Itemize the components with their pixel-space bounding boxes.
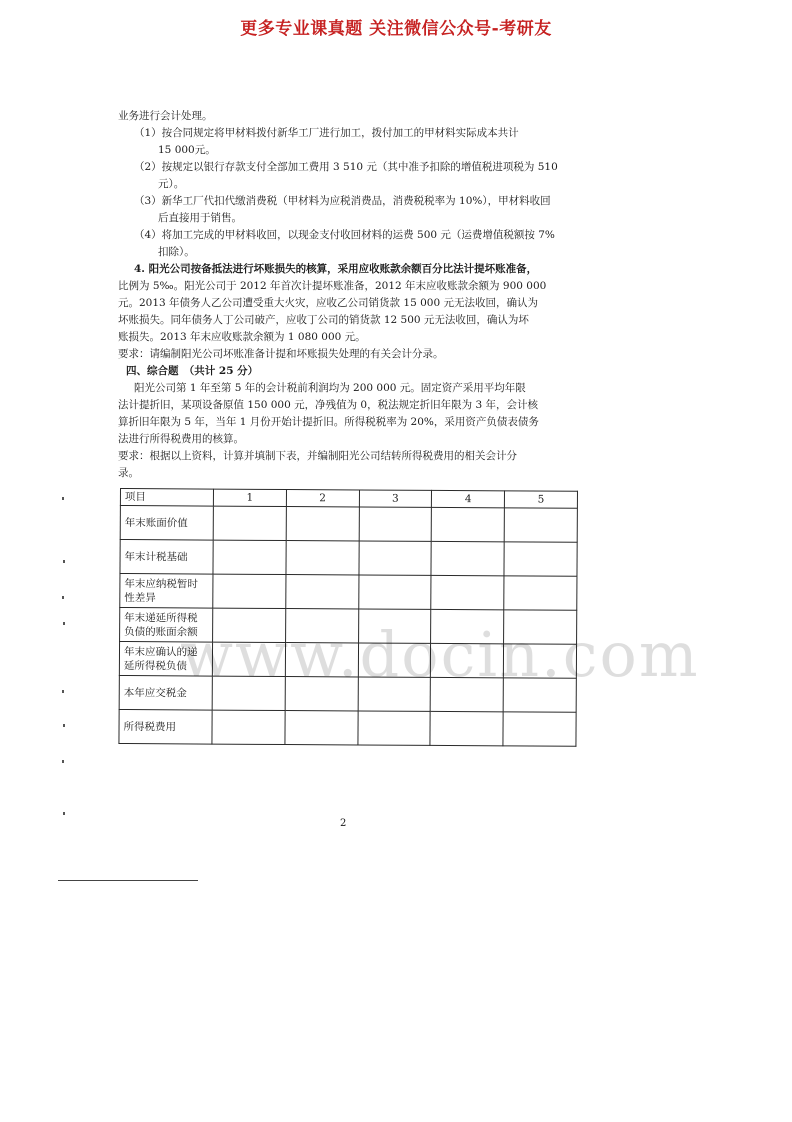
- text-line: 扣除）。: [158, 246, 195, 258]
- text-line: 要求：请编制阳光公司坏账准备计提和坏账损失处理的有关会计分录。: [118, 348, 444, 360]
- text-line: 法进行所得税费用的核算。: [118, 433, 244, 445]
- scan-speck: [62, 596, 64, 599]
- table-cell: [286, 507, 359, 541]
- promo-banner: 更多专业课真题 关注微信公众号-考研友: [240, 19, 552, 39]
- table-cell: [212, 710, 285, 744]
- column-header: 2: [286, 490, 359, 507]
- table-cell: [431, 575, 504, 609]
- text-line: 15 000元。: [158, 144, 216, 156]
- text-line: 录。: [118, 467, 139, 479]
- scan-speck: [63, 622, 65, 625]
- scan-speck: [62, 497, 64, 500]
- table-cell: [432, 507, 505, 541]
- text-line: （3）新华工厂代扣代缴消费税（甲材料为应税消费品，消费税税率为 10%），甲材料收回: [134, 195, 551, 207]
- table-row: [119, 709, 576, 746]
- table-cell: [503, 712, 576, 746]
- text-line: （1）按合同规定将甲材料拨付新华工厂进行加工，拨付加工的甲材料实际成本共计: [134, 127, 519, 139]
- text-line: 元。2013 年债务人乙公司遭受重大火灾，应收乙公司销货款 15 000 元无法收回，确认为: [118, 297, 538, 309]
- text-line: 坏账损失。同年债务人丁公司破产，应收丁公司的销货款 12 500 元无法收回，确认为坏: [118, 314, 529, 326]
- table-cell: [213, 506, 286, 540]
- table-cell: [213, 540, 286, 574]
- row-label: 年末账面价值: [120, 506, 213, 541]
- text-line: 法计提折旧，某项设备原值 150 000 元，净残值为 0，税法规定折旧年限为 3 年，会计核: [118, 399, 538, 411]
- row-label: 年末应纳税暂时 性差异: [120, 574, 213, 609]
- scan-speck: [63, 724, 65, 727]
- row-label: 年末递延所得税 负债的账面余额: [120, 608, 213, 643]
- table-cell: [504, 508, 577, 542]
- text-line: （4）将加工完成的甲材料收回，以现金支付收回材料的运费 500 元（运费增值税额按 7%: [134, 229, 555, 241]
- table-cell: [430, 711, 503, 745]
- scanned-page-text: [118, 108, 588, 482]
- text-line: 要求：根据以上资料，计算并填制下表，并编制阳光公司结转所得税费用的相关会计分: [118, 450, 517, 462]
- table-cell: [504, 576, 577, 610]
- table-cell: [358, 711, 431, 745]
- table-cell: [286, 541, 359, 575]
- row-label: 所得税费用: [119, 709, 212, 744]
- table-row: [120, 574, 577, 611]
- table-row: [120, 540, 577, 577]
- scan-speck: [63, 812, 65, 815]
- column-header: 4: [432, 490, 505, 507]
- scan-speck: [62, 690, 64, 693]
- text-line: 比例为 5‰。阳光公司于 2012 年首次计提坏账准备，2012 年末应收账款余额为 900 000: [118, 280, 547, 292]
- section-heading: 四、综合题 （共计 25 分）: [126, 365, 259, 377]
- text-line: 账损失。2013 年末应收账款余额为 1 080 000 元。: [118, 331, 366, 343]
- site-watermark: www.docin.com: [180, 618, 700, 691]
- row-label: 年末应确认的递 延所得税负债: [119, 642, 212, 677]
- column-header: 3: [359, 490, 432, 507]
- row-label: 年末计税基础: [120, 540, 213, 575]
- column-header: 1: [213, 489, 286, 506]
- table-cell: [359, 541, 432, 575]
- table-cell: [286, 575, 359, 609]
- table-cell: [358, 575, 431, 609]
- text-line: 4. 阳光公司按备抵法进行坏账损失的核算，采用应收账款余额百分比法计提坏账准备，: [134, 263, 538, 275]
- table-cell: [504, 542, 577, 576]
- table-cell: [359, 507, 432, 541]
- text-line: 元）。: [158, 178, 185, 190]
- scan-speck: [63, 560, 65, 563]
- scan-speck: [62, 760, 64, 763]
- footnote-rule: [58, 880, 198, 881]
- text-line: 阳光公司第 1 年至第 5 年的会计税前利润均为 200 000 元。固定资产采用平均年限: [134, 382, 526, 394]
- column-header: 项目: [120, 489, 213, 507]
- page-number: 2: [340, 818, 347, 829]
- table-row: [120, 506, 577, 543]
- column-header: 5: [505, 491, 578, 508]
- row-label: 本年应交税金: [119, 675, 212, 710]
- table-cell: [431, 541, 504, 575]
- text-line: 后直接用于销售。: [158, 212, 242, 224]
- table-cell: [285, 711, 358, 745]
- table-cell: [213, 574, 286, 608]
- text-line: （2）按规定以银行存款支付全部加工费用 3 510 元（其中准予扣除的增值税进项税为 510: [134, 161, 558, 173]
- text-line: 算折旧年限为 5 年，当年 1 月份开始计提折旧。所得税税率为 20%，采用资产负债表债务: [118, 416, 539, 428]
- text-line: 业务进行会计处理。: [118, 110, 213, 122]
